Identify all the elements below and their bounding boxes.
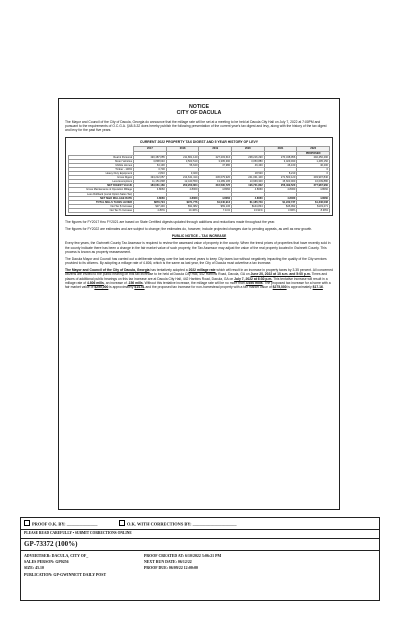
footnote-1: The figures for FY2017 thru FY2021 are based on State Certified digests updated through additions and reductions made throughout the year. [65,219,276,224]
table-cell: 4.8060 [166,188,199,192]
table-cell: 13,489,195 [199,180,232,184]
text-span: This tentative increase will result in a millage rate of [65,276,328,285]
row-label: Motor Vehicles [69,159,134,163]
home-increase: $14.51 [134,284,145,289]
table-row [69,208,330,212]
proof-checkboxes [24,520,376,528]
table-cell: 64,190 [134,163,167,167]
table-cell: 4.8060 [134,188,167,192]
header-year: 2022 [297,147,330,151]
text-span: Times and places of additional public hearings on this tax increase are at Dacula City Hall, 442 Harbins Road, Dacula, GA on [65,272,328,281]
table-cell: 15,603,900 [264,180,297,184]
text-span: and the proposed tax increase for non-homestead property with a fair market value of [144,284,273,289]
header-year: 2017 [134,147,167,151]
row-label: Gross Digest [69,176,134,180]
hearing-date-1: June 20, 2022 at 10 a.m. and 5:00 p.m. [250,272,311,277]
proof-approval-box [20,517,380,601]
table-cell: $91,982 [166,204,199,208]
text-span: . [322,284,324,289]
notice-title-line1: NOTICE [188,104,209,110]
proof-details-right [144,553,374,572]
table-cell: 292,456,490 [297,155,330,159]
table-cell: $1,040,913 [199,200,232,204]
notice-title-line2: CITY OF DACULA [176,110,222,116]
row-label: Gross Maintenance & Operation Millage [69,188,134,192]
table-cell: 3,020 [166,172,199,176]
row-label: Heavy Duty Equipment [69,172,134,176]
table-cell: 46,430 [232,163,265,167]
text-span: is approximately [108,284,135,289]
millage-term: 2022 millage rate [188,268,216,273]
home-value: $250,000 [94,284,109,289]
table-cell: 196,721,802 [232,184,265,188]
table-cell: 4.8060 [134,196,167,200]
proof-ok-checkbox[interactable] [24,520,30,526]
table-cell: 227,203,616 [199,155,232,159]
table-title: CURRENT 2022 PROPERTY TAX DIGEST AND 5 YEAR HISTORY OF LEVY [139,140,259,145]
table-cell: 13,969,300 [232,180,265,184]
table-cell: 3,395,390 [199,159,232,163]
divider [21,550,379,551]
table-cell: $971,776 [166,200,199,204]
table-cell: 214,641,414 [166,176,199,180]
table-cell: 4.8060 [297,188,330,192]
table-cell: 56,640 [166,163,199,167]
table-cell: $1,232,737 [264,200,297,204]
table-cell: 202,200,864 [166,184,199,188]
table-cell: 293,997,840 [297,176,330,180]
table-cell: 18,520 [232,172,265,176]
table-cell: 0 [297,167,330,171]
row-label: Less Rollback (Local Option Sales Tax) [69,192,134,196]
text-span: has tentatively adopted a [149,268,189,273]
table-cell: 3,503,510 [166,159,199,163]
table-cell: 16,009,880 [297,180,330,184]
table-cell: 8.38% [297,208,330,212]
table-cell: 1,495,150 [297,159,330,163]
non-homestead-value: $275,000 [272,284,287,289]
intro-paragraph: The Mayor and Council of the City of Dacula, Georgia do announce that the millage rate will be set at a meeting to be held at Dacula City Hall on July 7, 2022 at 7:00PM and pursuant to the requirements of O.C.G.A. §48-5-32 does hereby publish the following presentation of the current year's tax digest and levy, along with the history of the tax digest and levy for the past five years. [65,120,327,133]
header-year: 2018 [166,147,199,151]
table-cell: 8,210 [264,172,297,176]
header-year: 2021 [264,147,297,151]
table-cell: 190,487,055 [134,155,167,159]
row-label: NET M&O MILLAGE RATE [69,196,134,200]
text-span: . Without this tentative increase, the millage rate will be no more than [142,280,246,285]
millage-value: 4.806 mills [86,280,104,285]
proof-ok-signature-line[interactable]: ______________ [66,521,98,527]
table-cell: 0 [297,172,330,176]
read-carefully-note: PLEASE READ CAREFULLY • SUBMIT CORRECTIONS ONLINE [24,531,132,535]
divider [21,538,379,539]
proposed-label: PROPOSED [297,151,330,155]
table-cell: $37,449 [134,204,167,208]
table-body [69,155,330,212]
header-year: 2019 [199,147,232,151]
next-run-date: NEXT RUN DATE: 06/12/22 [144,560,192,565]
table-cell: 241,031,100 [232,176,265,180]
millage-increase: .156 mills [127,280,143,285]
non-homestead-increase: $17.16 [312,284,323,289]
reassessment-paragraph: Every few years, the Gwinnett County Tax Assessor is required to review the assessed value of property in the county. When the trend prices of properties that have recently sold in the county indicate there has been a change in the fair market value of such property, the Tax Assessor may adjust the value of the real property located in Gwinnett County. This process is known as property reassessment. [65,241,331,254]
row-label: Less Exemptions [69,180,134,184]
table-cell: $46,992 [264,204,297,208]
table-cell: 3,898,640 [134,159,167,163]
sales-person: SALES PERSON: GP0256 [24,560,69,565]
council-name: The Mayor and Council of the City of Dacula, Georgia [65,268,150,273]
proof-corrections-option[interactable] [119,520,237,526]
table-cell: 3,700 [134,167,167,171]
row-label: Timber - 100% [69,167,134,171]
table-cell: 4.8060 [199,196,232,200]
strategy-paragraph: The Dacula Mayor and Council has carried out a deliberate strategy over the last several years to keep City taxes low without negatively impacting the quality of the City services provided to its citizens. By adopting a millage rate of 4.806, which is the same as last year, the City of Dacula must advertise a tax increase. [65,256,327,266]
row-label: TOTAL MILLS TAXES LEVIED [69,200,134,204]
table-cell: 271,503,120 [264,176,297,180]
publication: PUBLICATION: GP-GWINNETT DAILY POST [24,572,107,577]
table-cell: $69,136 [199,204,232,208]
proof-details-left [24,553,134,578]
rollback-millage: 4.650 mills [245,280,263,285]
proof-corrections-label: O.K. WITH CORRECTIONS BY: [127,521,192,527]
row-label: Net Tax % Increase [69,208,134,212]
notice-title [65,104,333,116]
text-span: is approximately [286,284,313,289]
table-cell: $1,336,008 [297,200,330,204]
header-year: 2020 [232,147,265,151]
table-cell: $144,834 [232,204,265,208]
divider [21,529,379,530]
tax-digest-table-box [65,137,333,216]
text-span: . The proposed tax increase for a home with a fair market value of [65,280,331,289]
row-label: Net Tax $ Increase [69,204,134,208]
table-cell: 256,499,520 [264,184,297,188]
legal-notice-ad [58,98,340,510]
ad-size: SIZE: 45.10 [24,566,44,571]
proof-corrections-checkbox[interactable] [119,520,125,526]
table-cell: 13.91% [232,208,265,212]
footnote-2: The figures for FY2022 are estimates and are subject to change; the estimates do, however, include projected changes due to pending appeals, as well as new growth. [65,227,313,232]
proof-created: PROOF CREATED AT: 6/10/2022 3:06:21 PM [144,554,222,558]
proof-corrections-signature-line[interactable]: ____________________ [192,521,237,527]
table-cell: 46,160 [264,163,297,167]
table-cell: 4.8060 [264,196,297,200]
table-cell: 11,151,898 [134,180,167,184]
table-cell: 3,029,930 [264,159,297,163]
row-label: NET DIGEST VALUE [69,184,134,188]
public-notice-heading: PUBLIC NOTICE – TAX INCREASE [171,234,227,239]
tax-digest-table [68,146,330,213]
table-cell: 4.8060 [199,188,232,192]
table-cell: 7.11% [199,208,232,212]
table-cell: 3,050,880 [232,159,265,163]
table-cell: 216,590,725 [199,184,232,188]
proof-ok-option[interactable] [24,520,97,526]
table-cell: 10.46% [166,208,199,212]
ad-id: GP-73372 (100%) [24,540,78,548]
table-cell: 4.8060 [264,188,297,192]
table-cell: 183,061,169 [134,184,167,188]
table-cell: 46,200 [297,163,330,167]
proof-due: PROOF DUE: 06/09/22 12:00:00 [144,566,198,571]
table-cell: 12,440,550 [166,180,199,184]
table-cell: $879,794 [134,200,167,204]
table-cell: 4.8060 [297,196,330,200]
table-cell: 238,216,290 [232,155,265,159]
table-cell: 277,987,960 [297,184,330,188]
table-cell: 2,810 [134,172,167,176]
table-cell: 211,801,140 [166,155,199,159]
table-cell: $103,271 [297,204,330,208]
proof-ok-label: PROOF O.K. BY: [32,521,66,527]
hearing-date-2: July 7, 2022 at 6:30 p.m. [234,276,273,281]
table-cell: 230,079,920 [199,176,232,180]
advertiser: ADVERTISER: DACULA, CITY OF_ [24,554,89,558]
table-cell: $1,185,749 [232,200,265,204]
text-span: , an increase of [103,280,128,285]
table-cell: 4.80% [134,208,167,212]
table-cell: 4.8060 [232,196,265,200]
table-cell: 270,348,956 [264,155,297,159]
table-cell: 4.8060 [166,196,199,200]
table-cell: 3.96% [264,208,297,212]
tax-increase-paragraph [65,268,333,289]
row-label: Real & Personal [69,155,134,159]
table-cell: 194,212,057 [134,176,167,180]
row-label: Mobile Homes [69,163,134,167]
text-span: which will result in an increase in property taxes by 3.35 percent. All concerned citizens are invited to the public hearing on this tax increase to be held at Dacula City Hall, 442 Harbins Road, Dacula, GA on [65,268,334,277]
table-cell: 47,980 [199,163,232,167]
table-cell: 4.8060 [232,188,265,192]
